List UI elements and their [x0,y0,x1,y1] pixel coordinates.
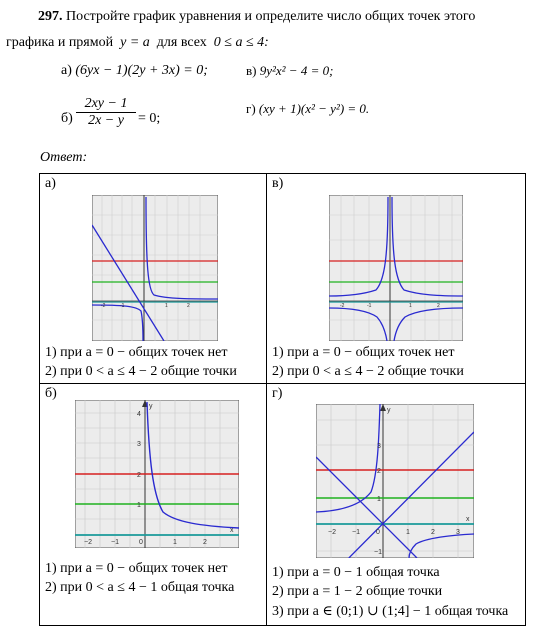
answer-label: Ответ: [40,150,88,165]
graph-b-y-label: y [149,403,153,410]
cell-v-label: в) [272,176,284,191]
graph-b-y-tick-4: 4 [137,411,141,418]
cell-a-answer-1: 1) при a = 0 − общих точек нет [45,345,228,360]
svg-text:1: 1 [409,303,412,309]
equation-g [246,101,369,117]
svg-text:1: 1 [165,303,168,309]
problem-text-1: Постройте график уравнения и определите число общих точек этого [66,9,476,24]
graph-b-y-tick-3: 3 [137,441,141,448]
svg-text:2: 2 [187,303,190,309]
graph-b-x-tick-3: 0 [139,539,143,546]
equation-a [61,63,208,79]
equation-v-label: в) [246,63,257,78]
cell-v-answer-1: 1) при a = 0 − общих точек нет [272,345,455,360]
problem-text-3: для всех [156,35,207,50]
graph-b-x-tick-1: −2 [84,539,92,546]
cell-g-label: г) [272,386,283,401]
graph-g-y-tick-2: 1 [377,496,381,503]
graph-b-x-label: x [230,527,234,534]
cell-b-answer-1: 1) при a = 0 − общих точек нет [45,561,228,576]
equation-a-label: а) [61,63,72,78]
graph-g-x-tick-4: 1 [406,529,410,536]
graph-b-x-tick-5: 2 [203,539,207,546]
problem-line-2 [6,35,269,51]
graph-g-x-tick-6: 3 [456,529,460,536]
problem-number: 297. [38,9,63,24]
graph-g-x-label: x [466,516,470,523]
problem-text-2: графика и прямой [6,35,114,50]
equation-b-tail: = 0; [138,111,161,126]
graph-g-x-tick-2: −1 [352,529,360,536]
graph-a [92,195,218,341]
graph-g-x-tick-3: 0 [376,529,380,536]
graph-b [75,400,239,548]
svg-text:2: 2 [437,303,440,309]
line-equation: y = a [120,35,150,50]
equation-b-label: б) [61,111,73,126]
svg-text:-1: -1 [367,303,372,309]
svg-text:-2: -2 [101,303,106,309]
cell-b-answer-2: 2) при 0 < a ≤ 4 − 1 общая точка [45,580,235,595]
cell-v-answer-2: 2) при 0 < a ≤ 4 − 2 общие точки [272,364,464,379]
cell-g-answer-3: 3) при a ∈ (0;1) ∪ (1;4] − 1 общая точка [272,604,509,619]
equation-b-numerator: 2xy − 1 [76,96,136,113]
cell-a-label: а) [45,176,56,191]
cell-g-answer-1: 1) при a = 0 − 1 общая точка [272,565,440,580]
equation-v [246,63,333,79]
cell-a-answer-2: 2) при 0 < a ≤ 4 − 2 общие точки [45,364,237,379]
graph-v [329,195,463,341]
equation-g-text: (xy + 1)(x² − y²) = 0. [258,101,370,116]
problem-line-1 [38,9,475,25]
svg-text:-2: -2 [340,303,345,309]
equation-b-denominator: 2x − y [88,113,124,128]
graph-g-y-tick-4: 3 [377,443,381,450]
svg-text:-1: -1 [120,303,125,309]
graph-g-y-tick-3: 2 [377,468,381,475]
cell-g-answer-2: 2) при a = 1 − 2 общие точки [272,584,443,599]
graph-b-x-tick-4: 1 [173,539,177,546]
graph-g-x-tick-1: −2 [328,529,336,536]
equation-v-text: 9y²x² − 4 = 0; [259,63,334,78]
equation-b-fraction [76,96,136,129]
graph-g [316,404,474,558]
graph-b-x-tick-2: −1 [111,539,119,546]
graph-g-x-tick-5: 2 [431,529,435,536]
equation-g-label: г) [246,101,256,116]
graph-b-y-tick-1: 1 [137,502,141,509]
graph-g-y-label: y [387,407,391,414]
equation-a-text: (6yx − 1)(2y + 3x) = 0; [75,63,208,78]
parameter-range: 0 ≤ a ≤ 4: [213,35,269,50]
graph-b-y-tick-2: 2 [137,472,141,479]
graph-g-y-tick-1: −1 [374,549,382,556]
cell-b-label: б) [45,386,57,401]
